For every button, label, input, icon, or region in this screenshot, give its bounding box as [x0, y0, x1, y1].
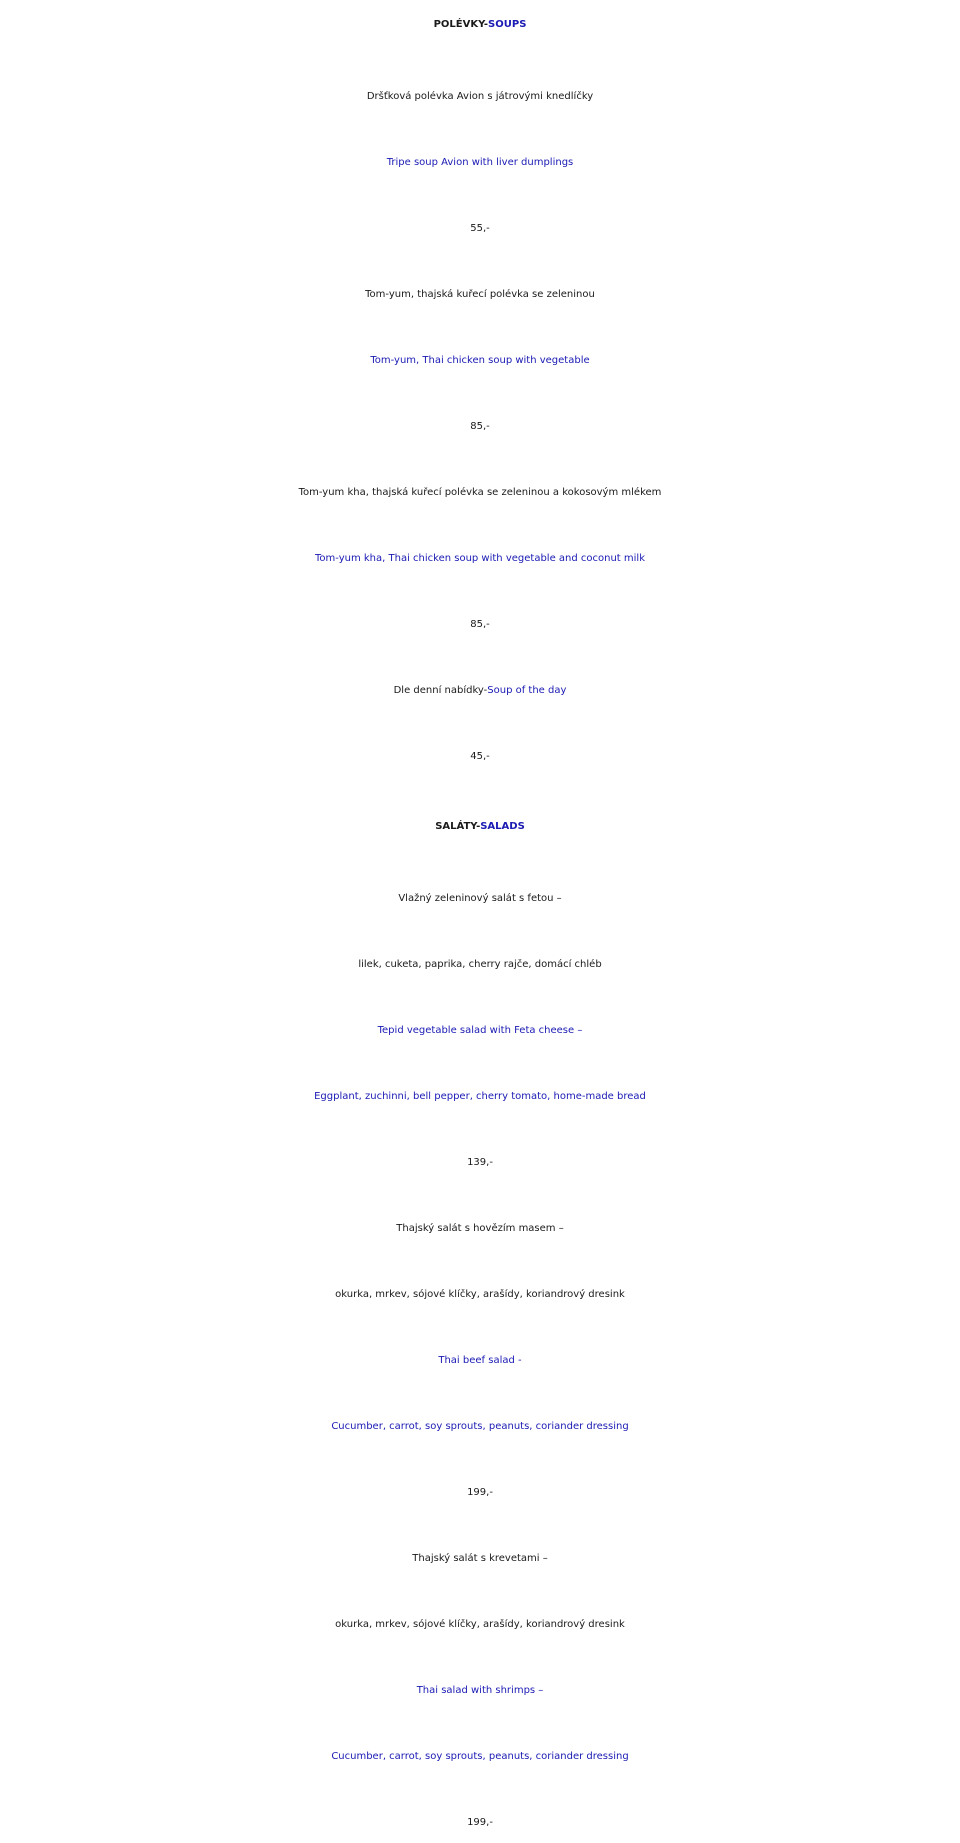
soup-3-name-cz: Tom-yum kha, thajská kuřecí polévka se zeleninou a kokosovým mlékem — [298, 487, 662, 498]
soup-1-name-en: Tripe soup Avion with liver dumplings — [386, 157, 574, 168]
soup-of-the-day-en: Soup of the day — [487, 685, 567, 696]
soup-2-name-en: Tom-yum, Thai chicken soup with vegetable — [370, 355, 590, 366]
salad-2-desc-en: Cucumber, carrot, soy sprouts, peanuts, coriander dressing — [331, 1421, 629, 1432]
salad-3-desc-en: Cucumber, carrot, soy sprouts, peanuts, coriander dressing — [331, 1751, 629, 1762]
salad-1-title-cz: Vlažný zeleninový salát s fetou – — [398, 893, 562, 904]
soup-3-name-en: Tom-yum kha, Thai chicken soup with vegetable and coconut milk — [315, 553, 645, 564]
salad-2-price: 199,- — [467, 1487, 493, 1498]
soup-1-name-cz: Dršťková polévka Avion s játrovými knedlíčky — [366, 91, 594, 102]
salad-2-title-cz: Thajský salát s hovězím masem – — [396, 1223, 564, 1234]
soup-2-price: 85,- — [470, 421, 490, 432]
soups-heading-cz: POLÉVKY- — [433, 19, 489, 30]
soups-heading — [0, 2, 960, 48]
salad-3-title-en: Thai salad with shrimps – — [416, 1685, 544, 1696]
salad-3-title-cz: Thajský salát s krevetami – — [412, 1553, 548, 1564]
soup-of-the-day-cz: Dle denní nabídky- — [393, 685, 488, 696]
salads-heading — [0, 804, 960, 850]
soup-2-name-cz: Tom-yum, thajská kuřecí polévka se zeleninou — [365, 289, 595, 300]
salad-1-desc-cz: lilek, cuketa, paprika, cherry rajče, domácí chléb — [358, 959, 602, 970]
salad-2-title-en: Thai beef salad - — [438, 1355, 522, 1366]
soup-3-price: 85,- — [470, 619, 490, 630]
salad-2-desc-cz: okurka, mrkev, sójové klíčky, arašídy, koriandrový dresink — [335, 1289, 625, 1300]
salads-heading-en: SALADS — [480, 821, 525, 832]
salad-1-title-en: Tepid vegetable salad with Feta cheese – — [377, 1025, 583, 1036]
salad-3-price: 199,- — [467, 1817, 493, 1828]
salad-1-price: 139,- — [467, 1157, 493, 1168]
salads-heading-cz: SALÁTY- — [435, 821, 481, 832]
salad-3-desc-cz: okurka, mrkev, sójové klíčky, arašídy, koriandrový dresink — [335, 1619, 625, 1630]
soup-1-price: 55,- — [470, 223, 490, 234]
soups-heading-en: SOUPS — [488, 19, 527, 30]
salad-1-desc-en: Eggplant, zuchinni, bell pepper, cherry tomato, home-made bread — [314, 1091, 646, 1102]
soup-of-the-day-price: 45,- — [470, 751, 490, 762]
soup-of-the-day — [0, 672, 960, 710]
